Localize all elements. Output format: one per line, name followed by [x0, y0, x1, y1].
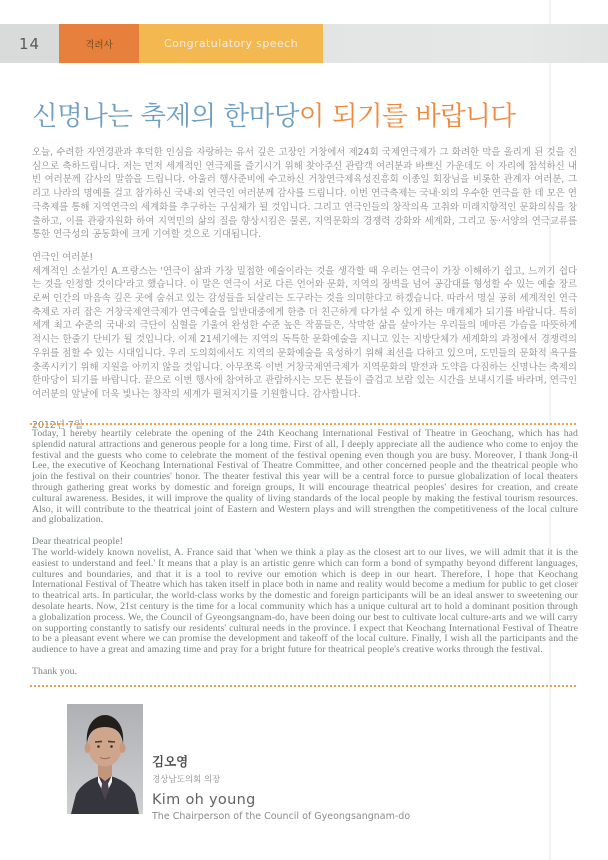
page-title-blue-part: 신명나는 축제의 한마당 [32, 101, 299, 132]
header-bar [0, 24, 608, 63]
speech-date: 2012년 7월 [32, 419, 83, 431]
korean-paragraph-1: 오늘, 수려한 자연경관과 후덕한 인심을 자랑하는 유서 깊은 고장인 거창에서 제24회 국제연극제가 그 화려한 막을 올리게 된 것을 진심으로 축하드립니다. 저는 먼저 세계적인 연극제를 즐기시기 위해 찾아주신 관람객 여러분과 바쁘신 가운데도 이 자리에 참석하신 내빈 여러분께 감사의 말씀을 드립니다. 아울러 행사준비에 수고하신 거창연극제육성진흥회 이종일 회장님을 비롯한 관계자 여러분, 그리고 나라의 명예를 걸고 참가하신 국내·외 연극인 여러분께 감사를 드립니다. 이번 연극축제는 국내·외의 우수한 연극을 한 데 모은 연극축제를 통해 지역연극의 세계화를 추구하는 구심체가 될 것입니다. 그리고 연극인들의 창작의욕 고취와 미래지향적인 문화의식을 창출하고, 이를 관광자원화 하여 지역민의 삶의 질을 향상시킴은 물론, 지역문화의 경쟁력 강화와 세계화, 그리고 동·서양의 연극교류를 통한 연극성의 공동화에 크게 기여할 것으로 기대됩니다. [32, 147, 577, 241]
english-paragraph-1: Today, I hereby heartily celebrate the opening of the 24th Keochang International Festival of Theatre in Geochang, which has had splendid natural attractions and generous people for a long time. First of all, I deeply appreciate all the audience who come to enjoy the festival and the guests who come to celebrate the moment of the festival opening even though you are busy. Moreover, I thank Jong-il Lee, the executive of Keochang International Festival of Theatre Committee, and other concerned people and the theatrical people who join the festival on their countries' honor. The theater festival this year will be a central force to pursue globalization of local theaters through gathering great works by domestic and foreign groups, It will encourage theatrical peoples' desires for creation, and create cultural awareness. Besides, it will improve the quality of living standards of the local people by making the festival tourism resources. Also, it will contribute to the theatrical joint of Eastern and Western plays and will strengthen the competitiveness of the local culture and globalization. [32, 428, 578, 526]
korean-salutation: 연극인 여러분! [32, 251, 94, 263]
dotted-divider-bottom [30, 685, 576, 687]
korean-speech-section [32, 146, 577, 432]
page-title [32, 94, 592, 133]
signature-block [152, 752, 410, 822]
korean-paragraph-2: 세계적인 소설가인 A.프랑스는 '연극이 삶과 가장 밀접한 예술이라는 것을 생각할 때 우리는 연극이 가장 이해하기 쉽고, 느끼기 쉽다는 것을 인정할 것이다'라고 했습니다. 이 말은 연극이 서로 다른 언어와 문화, 지역의 장벽을 넘어 공감대를 형성할 수 있는 예술 장르로써 인간의 마음속 깊은 곳에 숨쉬고 있는 감성들을 되살리는 도구라는 것을 의미한다고 하겠습니다. 따라서 명실 공히 세계적인 연극축제로 자리 잡은 거창국제연극제가 연극예술을 일반대중에게 한층 더 친근하게 다가설 수 있게 하는 매개체가 되기를 바랍니다. 특히 세계 최고 수준의 국내·외 극단이 심혈을 기울여 완성한 수준 높은 작품들은, 삭막한 삶을 살아가는 우리들의 메마른 가슴을 따뜻하게 적시는 한줄기 단비가 될 것입니다. 이제 21세기에는 지역의 독특한 문화예술을 지니고 있는 지방단체가 세계화의 과정에서 경쟁력의 우위를 점할 수 있는 시대입니다. 우리 도의회에서도 지역의 문화예술을 육성하기 위해 최선을 다하고 있으며, 도민들의 문화적 욕구를 충족시키기 위해 지원을 아끼지 않을 것입니다. 아무쪼록 이번 거창국제연극제가 지역문화의 발전과 도약을 다짐하는 신명나는 축제의 한마당이 되기를 바랍니다. 끝으로 이번 행사에 참여하고 관람하시는 모든 분들이 즐겁고 보람 있는 시간을 보내시기를 바라며, 연극인 여러분의 앞날에 더욱 빛나는 창작의 세계가 펼쳐지기를 기원합니다. 감사합니다. [32, 265, 577, 400]
english-speech-section [32, 429, 578, 678]
section-tab-english: Congratulatory speech [139, 24, 323, 63]
signer-name-korean: 김오영 [152, 754, 189, 769]
portrait-photo [67, 704, 143, 814]
dotted-divider-top [30, 423, 576, 425]
closing-thanks: Thank you. [32, 665, 78, 677]
signer-title-english: The Chairperson of the Council of Gyeongsangnam-do [152, 811, 411, 822]
page-title-orange-part: 이 되기를 바랍니다 [298, 101, 516, 132]
signer-name-english: Kim oh young [152, 792, 256, 808]
section-tab-korean: 격려사 [59, 24, 139, 63]
english-paragraph-2: The world-widely known novelist, A. France said that 'when we think a play as the closest art to our lives, we will admit that it is the easiest to understand and feel.' It means that a play is an artistic genre which can form a bond of sympathy beyond different languages, cultures and boundaries, and that it is a tool to revive our emotion which is deep in our heart. Therefore, I hope that Keochang International Festival of Theatre which has taken itself in place both in name and reality would become a medium for public to get closer to theatrical arts. In particular, the world-class works by the domestic and foreign participants will be an ideal answer to sweetening our desolate hearts. Now, 21st century is the time for a local community which has a unique cultural art to hold a dominant position through a globalization process. We, the Council of Gyeongsangnam-do, have been doing our best to cultivate local culture-arts and we will carry on supporting constantly to satisfy our residents' cultural needs in the province. I expect that Keochang International Festival of Theatre to be a pleasant event where we can promise the development and takeoff of the local culture. Finally, I wish all the participants and the audience to have a great and amazing time and pray for a bright future for theatrical people's creative works through the festival. [32, 546, 578, 656]
header-filler-bar [323, 24, 608, 63]
english-salutation: Dear theatrical people! [32, 536, 124, 548]
signer-title-korean: 경상남도의회 의장 [152, 775, 221, 785]
page-number: 14 [0, 24, 59, 63]
